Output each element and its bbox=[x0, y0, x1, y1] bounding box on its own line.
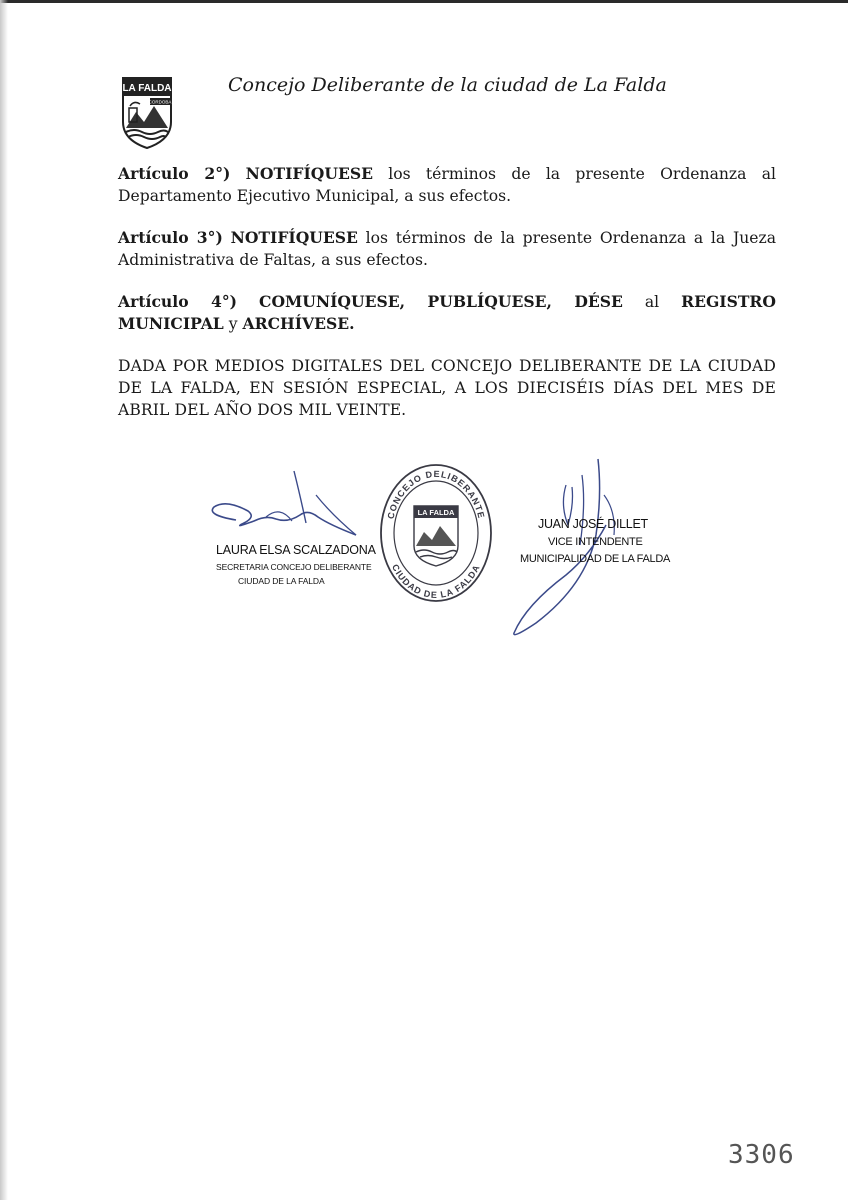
svg-text:CIUDAD DE LA FALDA: CIUDAD DE LA FALDA bbox=[390, 562, 482, 601]
article-3-text: los términos de la presente Ordenanza a la Jueza Administrativa de Faltas, a sus efectos. bbox=[118, 229, 776, 269]
article-4 bbox=[118, 291, 776, 335]
svg-text:LA FALDA: LA FALDA bbox=[122, 83, 172, 94]
closing-paragraph: DADA POR MEDIOS DIGITALES DEL CONCEJO DELIBERANTE DE LA CIUDAD DE LA FALDA, EN SESIÓN ESPECIAL, A LOS DIECISÉIS DÍAS DEL MES DE ABRIL DEL AÑO DOS MIL VEINTE. bbox=[118, 357, 776, 419]
article-2-text: los términos de la presente Ordenanza al Departamento Ejecutivo Municipal, a sus efectos. bbox=[118, 165, 776, 205]
article-4-verb2: REGISTRO MUNICIPAL bbox=[118, 292, 776, 333]
article-3-verb: NOTIFÍQUESE bbox=[230, 228, 358, 247]
letterhead bbox=[118, 74, 778, 154]
svg-text:CORDOBA: CORDOBA bbox=[148, 99, 172, 105]
handwritten-signature-secretary bbox=[196, 465, 366, 545]
secretary-role: SECRETARIA CONCEJO DELIBERANTE bbox=[216, 562, 372, 572]
article-2-verb: NOTIFÍQUESE bbox=[245, 164, 373, 183]
svg-text:CONCEJO DELIBERANTE: CONCEJO DELIBERANTE bbox=[385, 468, 487, 520]
article-4-verb3: ARCHÍVESE. bbox=[242, 314, 355, 333]
scan-shadow bbox=[0, 0, 8, 1200]
article-4-verb1: COMUNÍQUESE, PUBLÍQUESE, DÉSE bbox=[259, 292, 623, 311]
article-3-label: Artículo 3°) bbox=[118, 228, 223, 247]
header-title: Concejo Deliberante de la ciudad de La Falda bbox=[228, 74, 667, 96]
official-seal-stamp bbox=[378, 462, 494, 604]
page-number: 3306 bbox=[728, 1140, 795, 1170]
vice-mayor-role: VICE INTENDENTE bbox=[548, 536, 643, 548]
signature-block-secretary bbox=[196, 465, 376, 595]
vice-mayor-name: JUAN JOSÉ DILLET bbox=[538, 517, 648, 531]
article-3 bbox=[118, 227, 776, 271]
article-4-mid1: al bbox=[622, 293, 682, 311]
secretary-city: CIUDAD DE LA FALDA bbox=[238, 576, 325, 586]
la-falda-coat-of-arms-logo bbox=[120, 76, 174, 150]
article-2 bbox=[118, 163, 776, 207]
article-4-label: Artículo 4°) bbox=[118, 292, 238, 311]
article-4-mid2: y bbox=[223, 315, 243, 333]
document-body bbox=[118, 163, 776, 441]
svg-text:LA FALDA: LA FALDA bbox=[417, 508, 455, 517]
signature-block-vice-mayor bbox=[506, 455, 676, 645]
article-2-label: Artículo 2°) bbox=[118, 164, 231, 183]
scan-edge bbox=[0, 0, 848, 3]
vice-mayor-institution: MUNICIPALIDAD DE LA FALDA bbox=[520, 553, 671, 565]
secretary-name: LAURA ELSA SCALZADONA bbox=[216, 543, 376, 557]
handwritten-signature-vice-mayor bbox=[506, 455, 676, 645]
